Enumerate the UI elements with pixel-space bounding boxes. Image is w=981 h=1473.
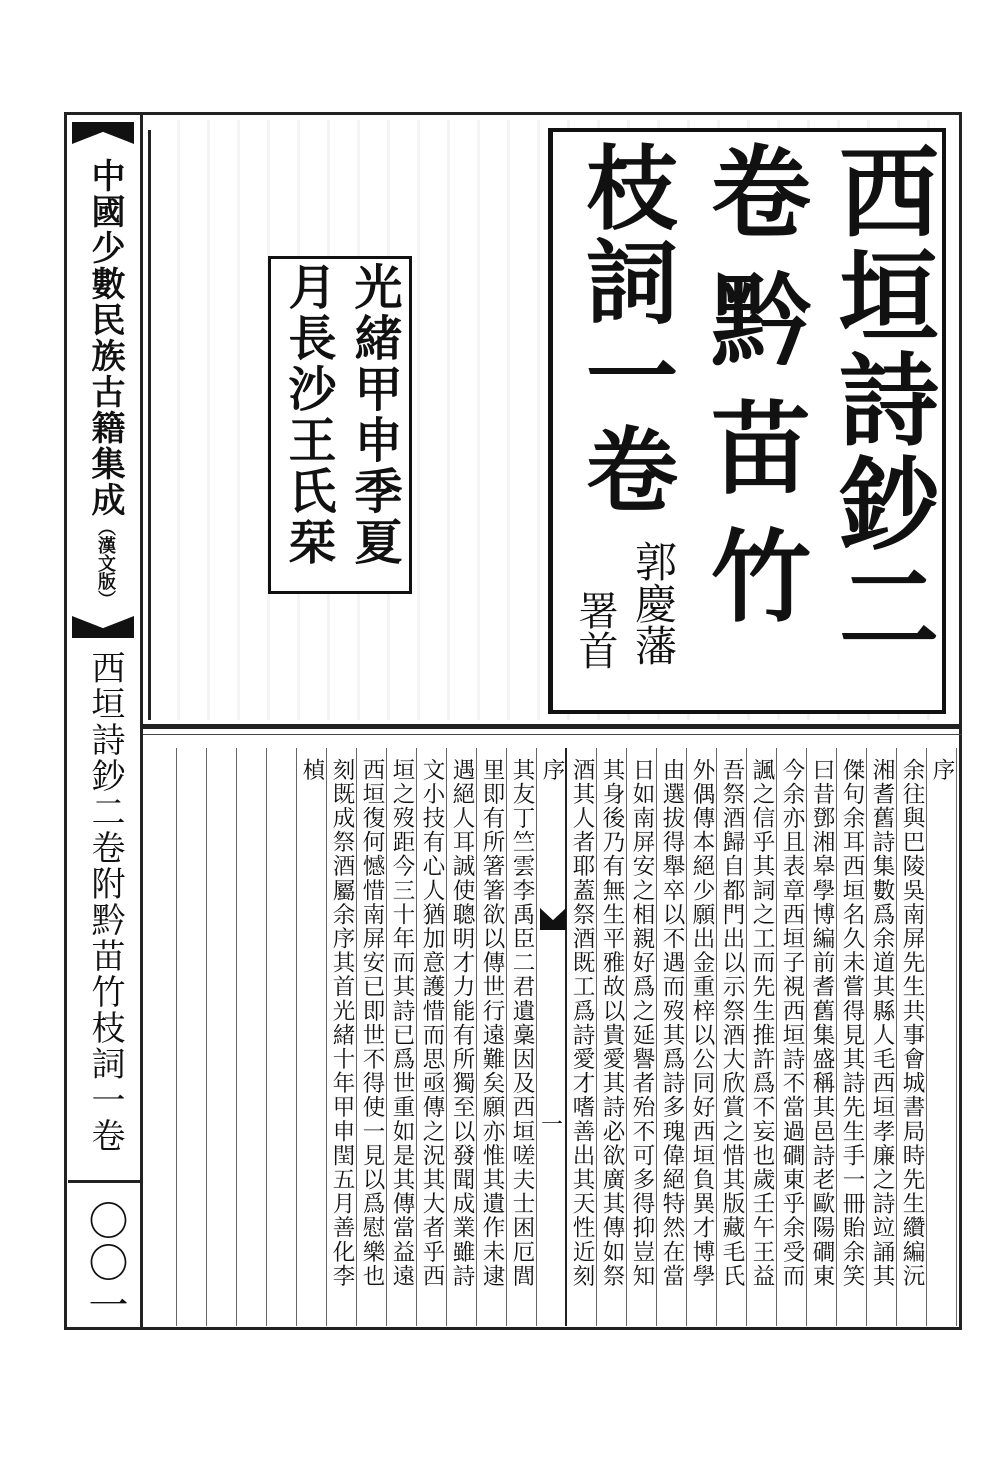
text-column xyxy=(507,748,537,1326)
seal-title-column-1: 西垣詩鈔二 xyxy=(822,140,940,660)
column-text: 傑句余耳西垣名久未嘗得見其詩先生手一冊貽余笑 xyxy=(839,758,865,1289)
text-column xyxy=(807,748,837,1326)
column-text: 湘耆舊詩集數爲余道其縣人毛西垣孝廉之詩竝誦其 xyxy=(869,758,895,1289)
column-text: 諷之信乎其詞之工而先生推許爲不妄也歲壬午王益 xyxy=(749,758,775,1289)
text-column xyxy=(717,748,747,1326)
fishtail-mark xyxy=(540,908,566,930)
imprint-column-1: 光緒甲申季夏 xyxy=(346,262,402,568)
text-column xyxy=(567,748,597,1326)
page-number-divider xyxy=(68,1180,140,1183)
book-title: 西垣詩鈔二卷附黔苗竹枝詞一卷 xyxy=(85,650,125,1154)
column-text: 其身後乃有無生平雅故以貴愛其詩必欲廣其傳如祭 xyxy=(599,758,625,1289)
column-text: 吾祭酒歸自都門出以示祭酒大欣賞之惜其版藏毛氏 xyxy=(719,758,745,1289)
series-title xyxy=(80,158,130,608)
column-text: 垣之歿距今三十年而其詩已爲世重如是其傳當益遠 xyxy=(389,758,415,1289)
column-text: 外偶傳本絕少願出金重梓以公同好西垣負異才博學 xyxy=(689,758,715,1289)
column-text: 序 xyxy=(929,758,955,783)
text-column xyxy=(477,748,507,1326)
text-column xyxy=(597,748,627,1326)
text-column xyxy=(657,748,687,1326)
text-column xyxy=(777,748,807,1326)
text-column xyxy=(147,748,177,1326)
text-column xyxy=(387,748,417,1326)
column-text: 里即有所箸箸欲以傳世行遠難矣願亦惟其遺作未逮 xyxy=(479,758,505,1289)
column-text: 余往與巴陵吳南屏先生共事會城書局時先生纘編沅 xyxy=(899,758,925,1289)
series-edition: （漢文版） xyxy=(95,518,116,608)
text-column xyxy=(327,748,357,1326)
column-text: 由選拔得舉卒以不遇而歿其爲詩多瑰偉絕特然在當 xyxy=(659,758,685,1289)
seal-title-column-2: 卷黔苗竹 xyxy=(694,140,812,652)
banxin-column xyxy=(537,748,567,1326)
column-text: 楨 xyxy=(299,758,325,783)
text-column xyxy=(297,748,327,1326)
text-column xyxy=(417,748,447,1326)
column-text: 刻既成祭酒屬余序其首光緒十年甲申閏五月善化李 xyxy=(329,758,355,1289)
preface-text xyxy=(145,740,957,1328)
section-divider-thin xyxy=(143,734,962,735)
text-column xyxy=(627,748,657,1326)
imprint-column-2: 月長沙王氏栞 xyxy=(280,262,336,568)
column-text: 文小技有心人猶加意護惜而思亟傳之況其大者乎西 xyxy=(419,758,445,1289)
text-column xyxy=(747,748,777,1326)
column-text: 遇絕人耳誠使聰明才力能有所獨至以發聞成業雖詩 xyxy=(449,758,475,1289)
column-text: 其友丁竺雲李禹臣二君遺稾因及西垣嗟夫士困厄閭 xyxy=(509,758,535,1289)
text-column xyxy=(837,748,867,1326)
text-column xyxy=(207,748,237,1326)
margin-divider xyxy=(140,112,143,1330)
title-page-rule xyxy=(148,130,151,720)
calligrapher-name: 郭慶藩 xyxy=(629,540,678,666)
inscribed-label: 署首 xyxy=(572,590,618,670)
seal-title-column-3: 枝詞一卷 xyxy=(571,140,679,516)
text-column xyxy=(447,748,477,1326)
column-text: 序 xyxy=(539,758,565,783)
column-text: 今余亦且表章西垣子視西垣詩不當過磵東乎余受而 xyxy=(779,758,805,1289)
column-text: 曰昔鄧湘皋學博編前耆舊集盛稱其邑詩老歐陽磵東 xyxy=(809,758,835,1289)
column-text: 酒其人者耶蓋祭酒既工爲詩愛才嗜善出其天性近刻 xyxy=(569,758,595,1289)
section-divider xyxy=(143,724,962,729)
series-title-text: 中國少數民族古籍集成 xyxy=(85,158,125,518)
column-text: 日如南屏安之相親好爲之延譽者殆不可多得抑豈知 xyxy=(629,758,655,1289)
column-text: 西垣復何憾惜南屏安已即世不得使一見以爲慰樂也 xyxy=(359,758,385,1289)
text-column xyxy=(177,748,207,1326)
text-column xyxy=(687,748,717,1326)
page-number: 〇〇一 xyxy=(82,1200,128,1326)
text-column xyxy=(357,748,387,1326)
text-column xyxy=(867,748,897,1326)
text-column xyxy=(897,748,927,1326)
text-column xyxy=(927,748,957,1326)
text-column xyxy=(267,748,297,1326)
banxin-page-number: 一 xyxy=(541,1113,564,1138)
text-column xyxy=(237,748,267,1326)
